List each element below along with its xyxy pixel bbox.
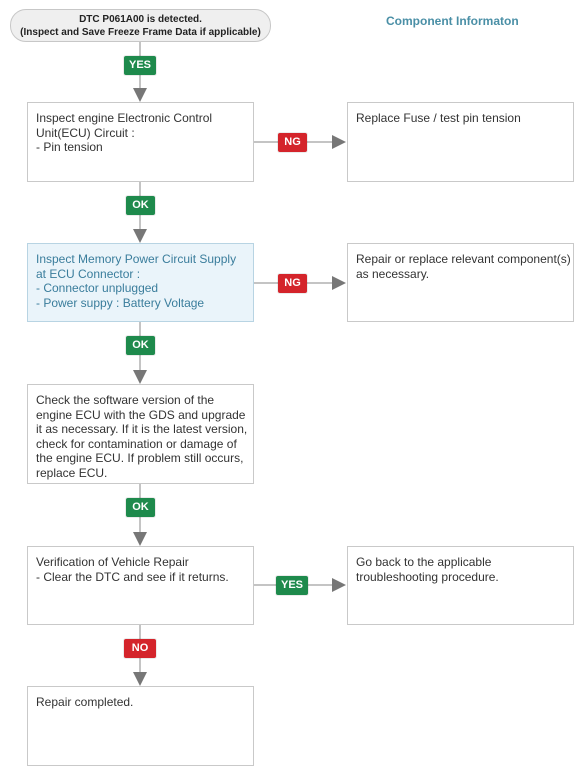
step-inspect-memory-power — [27, 243, 254, 322]
step-text: engine ECU with the GDS and upgrade — [36, 407, 246, 422]
arrow-head — [133, 672, 147, 686]
result-text: as necessary. — [356, 266, 430, 281]
component-information-link[interactable]: Component Informaton — [386, 14, 519, 28]
ok-badge: OK — [126, 196, 155, 215]
step-text: it as necessary. If it is the latest version, — [36, 422, 248, 436]
result-replace-fuse — [347, 102, 574, 182]
step-text: Check the software version of the — [36, 393, 215, 407]
arrow-head — [332, 135, 346, 149]
step-text: Inspect Memory Power Circuit Supply — [36, 252, 237, 266]
step-text: at ECU Connector : — [36, 266, 141, 281]
arrow-head — [133, 88, 147, 102]
step-text: - Connector unplugged — [36, 281, 159, 295]
step-text: - Clear the DTC and see if it returns. — [36, 569, 229, 584]
arrow-head — [332, 578, 346, 592]
step-text: replace ECU. — [36, 465, 108, 480]
yes-badge: YES — [124, 56, 156, 75]
result-text: troubleshooting procedure. — [356, 569, 499, 584]
ok-badge: OK — [126, 336, 155, 355]
step-repair-completed — [27, 686, 254, 766]
ng-badge: NG — [278, 274, 307, 293]
arrow-head — [133, 229, 147, 243]
step-text: - Power suppy : Battery Voltage — [36, 295, 205, 310]
step-text: check for contamination or damage of — [36, 436, 237, 451]
ok-badge: OK — [126, 498, 155, 517]
step-text: Inspect engine Electronic Control — [36, 111, 213, 125]
result-repair-replace-component — [347, 243, 574, 322]
result-go-back-procedure — [347, 546, 574, 625]
step-inspect-ecu-circuit — [27, 102, 254, 182]
start-line-1: DTC P061A00 is detected. — [79, 13, 202, 25]
yes-badge: YES — [276, 576, 308, 595]
no-badge: NO — [124, 639, 156, 658]
arrow-head — [133, 532, 147, 546]
step-text: Repair completed. — [36, 695, 134, 709]
step-text: Verification of Vehicle Repair — [36, 555, 189, 569]
result-text: Replace Fuse / test pin tension — [356, 111, 521, 125]
step-verification-of-repair — [27, 546, 254, 625]
step-text: - Pin tension — [36, 140, 103, 154]
start-condition — [10, 9, 271, 42]
arrow-head — [133, 370, 147, 384]
arrow-head — [332, 276, 346, 290]
ng-badge: NG — [278, 133, 307, 152]
start-line-2: (Inspect and Save Freeze Frame Data if applicable) — [20, 26, 261, 38]
step-text: the engine ECU. If problem still occurs, — [36, 451, 244, 465]
step-text: Unit(ECU) Circuit : — [36, 125, 135, 140]
result-text: Go back to the applicable — [356, 555, 492, 569]
result-text: Repair or replace relevant component(s) — [356, 252, 571, 266]
step-check-software-version — [27, 384, 254, 484]
